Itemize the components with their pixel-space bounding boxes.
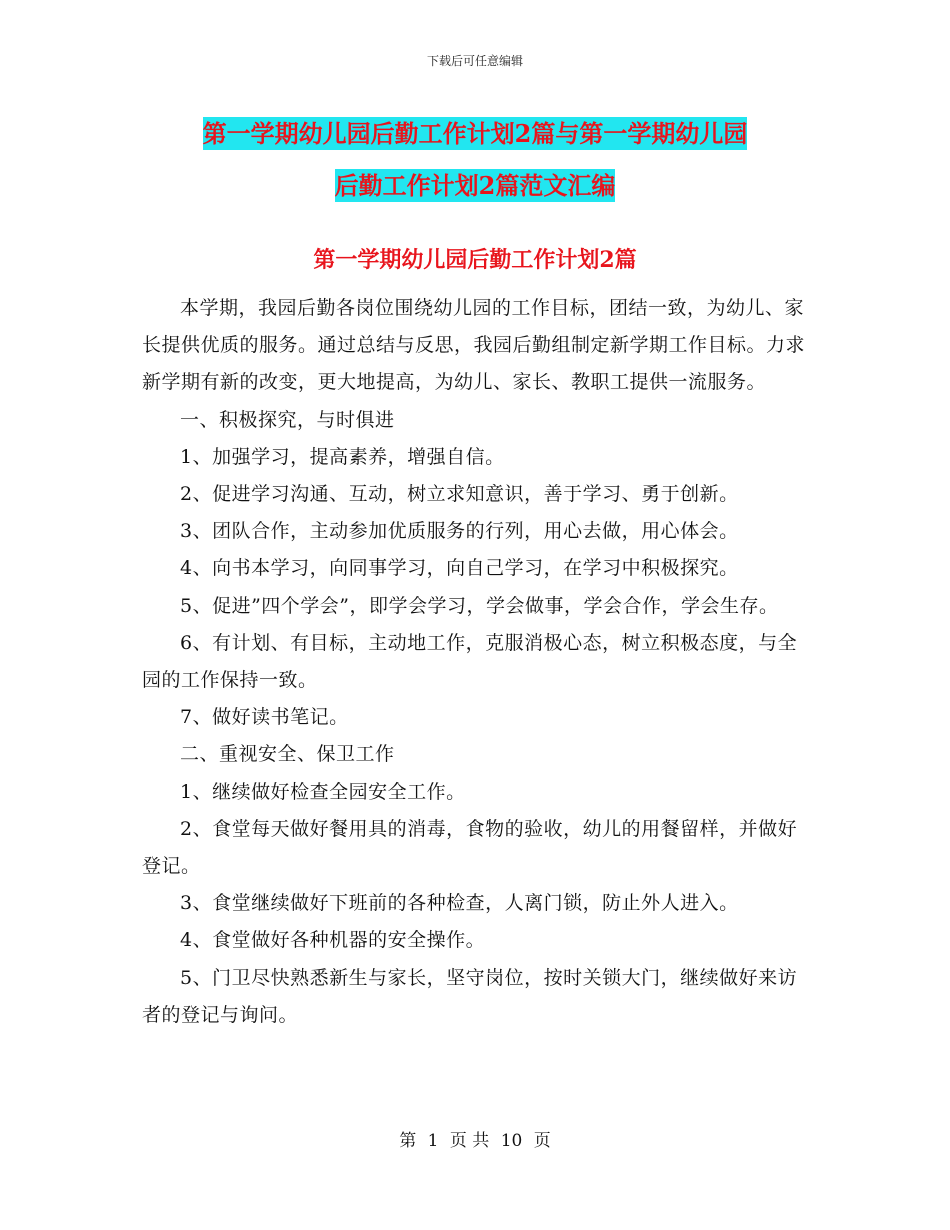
list-item: 2、食堂每天做好餐用具的消毒，食物的验收，幼儿的用餐留样，并做好登记。 xyxy=(142,817,798,878)
list-item: 5、门卫尽快熟悉新生与家长，坚守岗位，按时关锁大门，继续做好来访者的登记与询问。 xyxy=(142,966,798,1026)
footer-suffix: 页 xyxy=(533,1131,551,1151)
document-title xyxy=(0,108,950,212)
footer-prefix: 第 xyxy=(399,1131,417,1151)
list-item: 3、食堂继续做好下班前的各种检查，人离门锁，防止外人进入。 xyxy=(180,892,739,915)
list-item: 4、食堂做好各种机器的安全操作。 xyxy=(180,929,486,952)
page-total: 10 xyxy=(500,1131,523,1151)
document-body xyxy=(142,290,810,1034)
section-heading: 二、重视安全、保卫工作 xyxy=(180,743,395,766)
header-note: 下载后可任意编辑 xyxy=(426,54,523,68)
document-title-line-1: 第一学期幼儿园后勤工作计划2篇与第一学期幼儿园 xyxy=(202,119,748,148)
section-heading: 一、积极探究，与时俱进 xyxy=(180,408,395,431)
list-item: 7、做好读书笔记。 xyxy=(180,706,349,729)
list-item: 5、促进”四个学会”，即学会学习，学会做事，学会合作，学会生存。 xyxy=(180,594,779,617)
list-item: 2、促进学习沟通、互动，树立求知意识，善于学习、勇于创新。 xyxy=(180,483,739,506)
document-title-line-2: 后勤工作计划2篇范文汇编 xyxy=(334,171,616,200)
list-item: 6、有计划、有目标，主动地工作，克服消极心态，树立积极态度，与全园的工作保持一致。 xyxy=(142,631,798,692)
page-number: 1 xyxy=(427,1131,439,1151)
list-item: 1、继续做好检查全园安全工作。 xyxy=(180,780,466,803)
list-item: 4、向书本学习，向同事学习，向自己学习，在学习中积极探究。 xyxy=(180,557,739,580)
footer-middle: 页 共 xyxy=(449,1131,490,1151)
list-item: 1、加强学习，提高素养，增强自信。 xyxy=(180,445,505,468)
paragraph: 本学期，我园后勤各岗位围绕幼儿园的工作目标，团结一致，为幼儿、家长提供优质的服务。通过总结与反思，我园后勤组制定新学期工作目标。力求新学期有新的改变，更大地提高，为幼儿、家长、教职工提供一流服务。 xyxy=(142,297,806,394)
section-title: 第一学期幼儿园后勤工作计划2篇 xyxy=(313,247,637,273)
list-item: 3、团队合作，主动参加优质服务的行列，用心去做，用心体会。 xyxy=(180,520,739,543)
page-footer xyxy=(0,1126,950,1151)
